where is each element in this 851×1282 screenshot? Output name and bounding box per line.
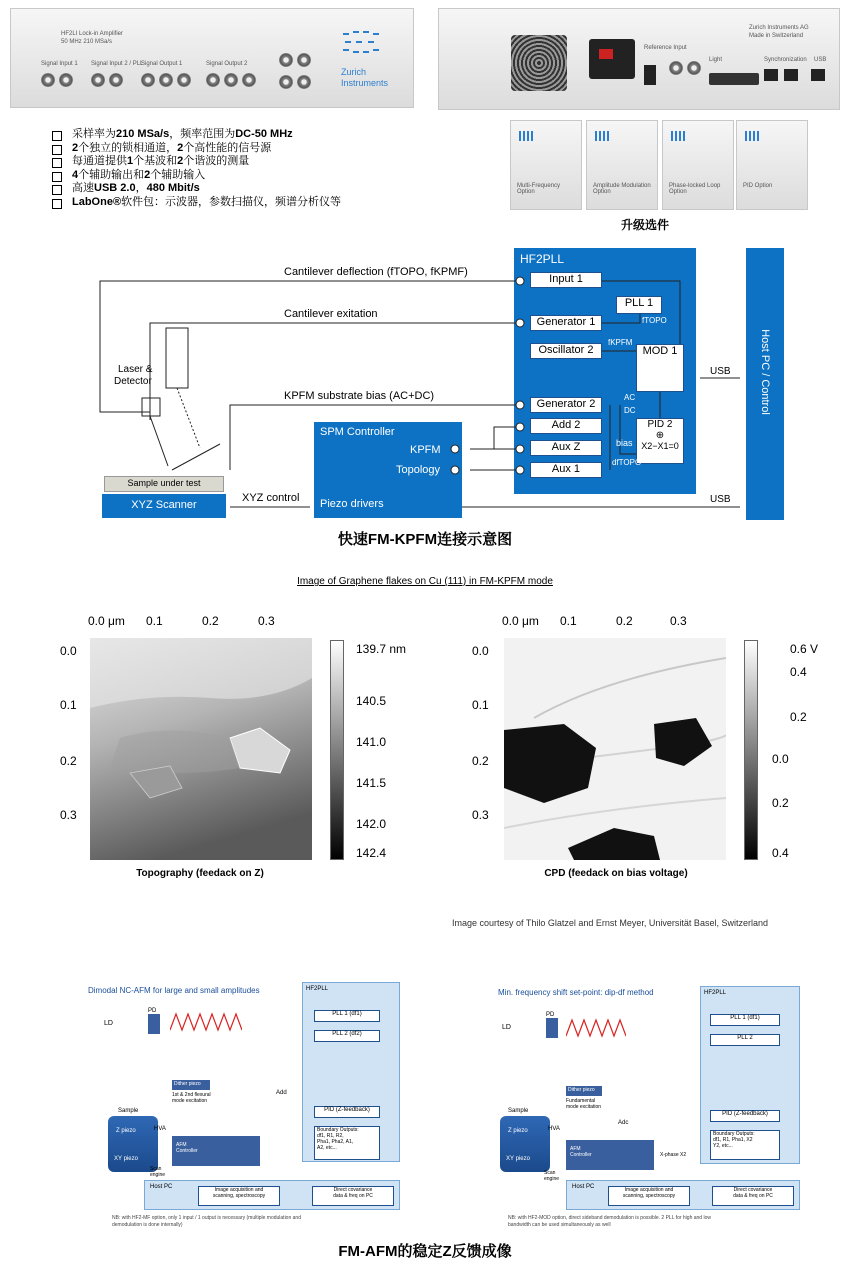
topo-x-tick-1: 0.1 <box>146 614 163 628</box>
cpd-scale-0: 0.6 V <box>790 642 819 656</box>
upgrade-caption: 升级选件 <box>620 218 669 232</box>
bl-afm-2: Controller <box>176 1148 198 1154</box>
bl-excitation-2: mode excitation <box>172 1098 208 1104</box>
rear-label-usb: USB <box>814 57 827 63</box>
rear-brand-line-1: Zurich Instruments AG <box>749 25 809 31</box>
auxz-box: Aux Z <box>530 440 602 456</box>
br-ld: LD <box>502 1024 511 1031</box>
br-scan-2: engine <box>544 1176 560 1182</box>
br-afm-1: AFM <box>570 1146 581 1152</box>
hf2pll-label: HF2PLL <box>520 252 565 266</box>
br-xphase: X-phase X2 <box>660 1152 687 1158</box>
cpd-scale-2: 0.2 <box>790 710 807 724</box>
add2-box: Add 2 <box>530 418 602 434</box>
dftopo-label: dfTOPO <box>612 458 642 467</box>
image-credit: Image courtesy of Thilo Glatzel and Ernst Meyer, Universität Basel, Switzerland <box>452 918 768 928</box>
bl-ld: LD <box>104 1020 113 1027</box>
br-xypiezo: XY piezo <box>506 1156 530 1162</box>
topo-caption: Topography (feedack on Z) <box>136 868 264 879</box>
bl-wave-icon <box>170 1010 242 1036</box>
br-sample: Sample <box>508 1108 529 1114</box>
mod1-box: MOD 1 <box>636 344 684 392</box>
cpd-scale-5: 0.4 <box>772 846 789 860</box>
pll1-box: PLL 1 <box>616 296 662 314</box>
cpd-x-tick-2: 0.2 <box>616 614 633 628</box>
bl-boundary: Boundary Outputs: df1, R1, R2, Pha1, Pha2, A1, A2, etc... <box>314 1126 380 1160</box>
aux1-box: Aux 1 <box>530 462 602 478</box>
feature-item: 采样率为210 MSa/s，频率范围为DC-50 MHz <box>48 128 448 142</box>
cpd-scale-1: 0.4 <box>790 665 807 679</box>
topology-label: Topology <box>396 464 441 476</box>
front-group-2: Signal Input 2 / PLL <box>91 61 144 67</box>
br-piezo-stack <box>500 1116 550 1172</box>
front-group-1: Signal Input 1 <box>41 61 78 67</box>
bl-sample: Sample <box>118 1108 139 1114</box>
input1-box: Input 1 <box>530 272 602 288</box>
rear-panel-photo <box>438 8 840 110</box>
zurich-logo-icon <box>341 29 381 59</box>
topo-scale-3: 141.5 <box>356 776 387 790</box>
oscillator2-box: Oscillator 2 <box>530 343 602 359</box>
bl-pll1: PLL 1 (df1) <box>314 1010 380 1022</box>
bl-pid: PID (Z-feedback) <box>314 1106 380 1118</box>
bl-note-2: demodulation is done internally) <box>112 1222 183 1228</box>
cpd-x-tick-1: 0.1 <box>560 614 577 628</box>
bl-excitation-1: 1st & 2nd flexural <box>172 1092 211 1098</box>
xyz-scanner-label: XYZ Scanner <box>131 499 197 511</box>
sample-label: Sample under test <box>127 478 201 488</box>
topo-scale-4: 142.0 <box>356 817 387 831</box>
topo-x-tick-3: 0.3 <box>258 614 275 628</box>
br-adc: Adc <box>618 1120 629 1126</box>
br-pd-box <box>546 1018 558 1038</box>
bl-scan-2: engine <box>150 1172 166 1178</box>
topo-colorbar <box>330 640 344 860</box>
diagram1-caption: 快速FM-KPFM连接示意图 <box>337 531 513 548</box>
dc-label: DC <box>624 406 636 415</box>
xyz-control-label: XYZ control <box>242 492 300 504</box>
final-caption: FM-AFM的稳定Z反馈成像 <box>338 1243 512 1260</box>
feature-item: 每通道提供1个基波和2个谐波的测量 <box>48 155 448 169</box>
laser-label-2: Detector <box>114 376 152 387</box>
ftopo-label: fTOPO <box>642 316 667 325</box>
fkpfm-label: fKPFM <box>608 338 633 347</box>
front-panel-sub: 50 MHz 210 MSa/s <box>61 39 113 45</box>
topo-scale-0: 139.7 nm <box>356 642 407 656</box>
bl-pd: PD <box>148 1008 157 1014</box>
bottom-right-diagram <box>494 984 800 1210</box>
topo-x-tick-2: 0.2 <box>202 614 219 628</box>
br-excitation-1: Fundamental <box>566 1098 596 1104</box>
br-pll2: PLL 2 <box>710 1034 780 1046</box>
generator1-box: Generator 1 <box>530 315 602 331</box>
topo-y-tick-3: 0.3 <box>60 808 77 822</box>
feature-item: 4个辅助输出和2个辅助输入 <box>48 169 448 183</box>
br-pll1: PLL 1 (df1) <box>710 1014 780 1026</box>
upgrade-card: PID Option <box>736 120 808 210</box>
bl-dither: Dither piezo <box>174 1081 201 1087</box>
feature-item: 高速USB 2.0，480 Mbit/s <box>48 182 448 196</box>
br-boundary: Boundary Outputs: df1, R1, Pha1, X2 Y2, etc... <box>710 1130 780 1160</box>
br-afm-2: Controller <box>570 1152 592 1158</box>
front-panel-photo <box>10 8 414 108</box>
front-panel-model: HF2LI Lock-in Amplifier <box>61 31 124 37</box>
feature-item: 2个独立的锁相通道，2个高性能的信号源 <box>48 142 448 156</box>
host-pc-label: Host PC / Control <box>759 329 771 415</box>
spm-controller-label: SPM Controller <box>320 426 395 438</box>
upgrade-card: Phase-locked Loop Option <box>662 120 734 210</box>
topo-scale-1: 140.5 <box>356 694 387 708</box>
kpfm-label: KPFM <box>410 444 441 456</box>
topo-y-tick-1: 0.1 <box>60 698 77 712</box>
topo-scale-5: 142.4 <box>356 846 387 860</box>
feature-list <box>48 128 448 210</box>
upgrade-card: Multi-Frequency Option <box>510 120 582 210</box>
cpd-image <box>504 638 726 860</box>
piezo-drivers-label: Piezo drivers <box>320 498 384 510</box>
bl-pd-box <box>148 1014 160 1034</box>
feature-item: LabOne®软件包：示波器，参数扫描仪，频谱分析仪等 <box>48 196 448 210</box>
bl-pll2: PLL 2 (df2) <box>314 1030 380 1042</box>
cpd-x-tick-0: 0.0 μm <box>502 614 539 628</box>
br-note-2: bandwidth can be used simultaneously as well <box>508 1222 611 1228</box>
br-excitation-2: mode excitation <box>566 1104 602 1110</box>
br-pid: PID (Z-feedback) <box>710 1110 780 1122</box>
generator2-box: Generator 2 <box>530 397 602 413</box>
br-hf2pll-label: HF2PLL <box>704 990 727 996</box>
bl-scan-1: Scan <box>150 1166 162 1172</box>
cpd-scale-4: 0.2 <box>772 796 789 810</box>
topo-y-tick-2: 0.2 <box>60 754 77 768</box>
bl-note-1: NB: with HF2-MF option, only 1 input / 1 output is necessary (multiple modulation and <box>112 1215 301 1221</box>
bl-hf2pll-label: HF2PLL <box>306 986 329 992</box>
cantilever-deflection-label: Cantilever deflection (fTOPO, fKPMF) <box>284 266 468 278</box>
cpd-scale-3: 0.0 <box>772 752 789 766</box>
bl-afm-1: AFM <box>176 1142 187 1148</box>
br-dither: Dither piezo <box>568 1087 595 1093</box>
front-group-4: Signal Output 2 <box>206 61 248 67</box>
br-hostpc: Host PC <box>572 1184 595 1190</box>
rear-label-ref: Reference Input <box>644 45 687 51</box>
usb-label-2: USB <box>710 494 731 505</box>
topo-x-tick-0: 0.0 μm <box>88 614 125 628</box>
cpd-y-tick-3: 0.3 <box>472 808 489 822</box>
br-title: Min. frequency shift set-point: dip-df method <box>498 988 654 997</box>
rear-label-light: Light <box>709 57 723 63</box>
bl-title: Dimodal NC-AFM for large and small amplitudes <box>88 986 260 995</box>
usb-label-1: USB <box>710 366 731 377</box>
cpd-colorbar <box>744 640 758 860</box>
fan-grille <box>511 35 567 91</box>
upgrade-cards <box>510 120 810 212</box>
pid2-box: PID 2 ⊕ X2−X1=0 <box>636 418 684 464</box>
topo-y-tick-0: 0.0 <box>60 644 77 658</box>
br-wave-icon <box>566 1016 626 1042</box>
cpd-y-tick-1: 0.1 <box>472 698 489 712</box>
cpd-caption: CPD (feedack on bias voltage) <box>544 868 688 879</box>
ac-label: AC <box>624 393 636 402</box>
bl-xypiezo: XY piezo <box>114 1156 138 1162</box>
brand-zurich: Zurich <box>341 67 367 77</box>
upgrade-card: Amplitude Modulation Option <box>586 120 658 210</box>
brand-instruments: Instruments <box>341 78 389 88</box>
power-socket <box>589 39 635 79</box>
bias-label: bias <box>616 438 633 448</box>
br-hva: HVA <box>548 1126 560 1132</box>
rear-brand-line-2: Made in Switzerland <box>749 33 804 39</box>
bl-hostpc: Host PC <box>150 1184 173 1190</box>
bl-piezo-stack <box>108 1116 158 1172</box>
topo-scale-2: 141.0 <box>356 735 387 749</box>
bl-direct-cov: Direct covariance data & freq on PC <box>312 1186 394 1206</box>
bl-image-acq: Image acquisition and scanning, spectroscopy <box>198 1186 280 1206</box>
br-pd: PD <box>546 1012 555 1018</box>
br-note-1: NB: with HF2-MOD option, direct sideband demodulation is possible. 2 PLL for high and low <box>508 1215 711 1221</box>
front-group-3: Signal Output 1 <box>141 61 183 67</box>
cpd-y-tick-0: 0.0 <box>472 644 489 658</box>
bl-add: Add <box>276 1090 287 1096</box>
br-image-acq: Image acquisition and scanning, spectroscopy <box>608 1186 690 1206</box>
topography-image <box>90 638 312 860</box>
kpfm-bias-label: KPFM substrate bias (AC+DC) <box>284 390 435 402</box>
bottom-left-diagram <box>80 980 400 1210</box>
cantilever-exitation-label: Cantilever exitation <box>284 308 378 320</box>
laser-label-1: Laser & <box>118 364 153 375</box>
br-scan-1: Scan <box>544 1170 556 1176</box>
images-title: Image of Graphene flakes on Cu (111) in FM-KPFM mode <box>297 576 553 587</box>
br-zpiezo: Z piezo <box>508 1128 528 1134</box>
cpd-y-tick-2: 0.2 <box>472 754 489 768</box>
bl-hva: HVA <box>154 1126 166 1132</box>
bl-zpiezo: Z piezo <box>116 1128 136 1134</box>
cpd-x-tick-3: 0.3 <box>670 614 687 628</box>
br-direct-cov: Direct covariance data & freq on PC <box>712 1186 794 1206</box>
rear-label-sync: Synchronization <box>764 57 807 63</box>
